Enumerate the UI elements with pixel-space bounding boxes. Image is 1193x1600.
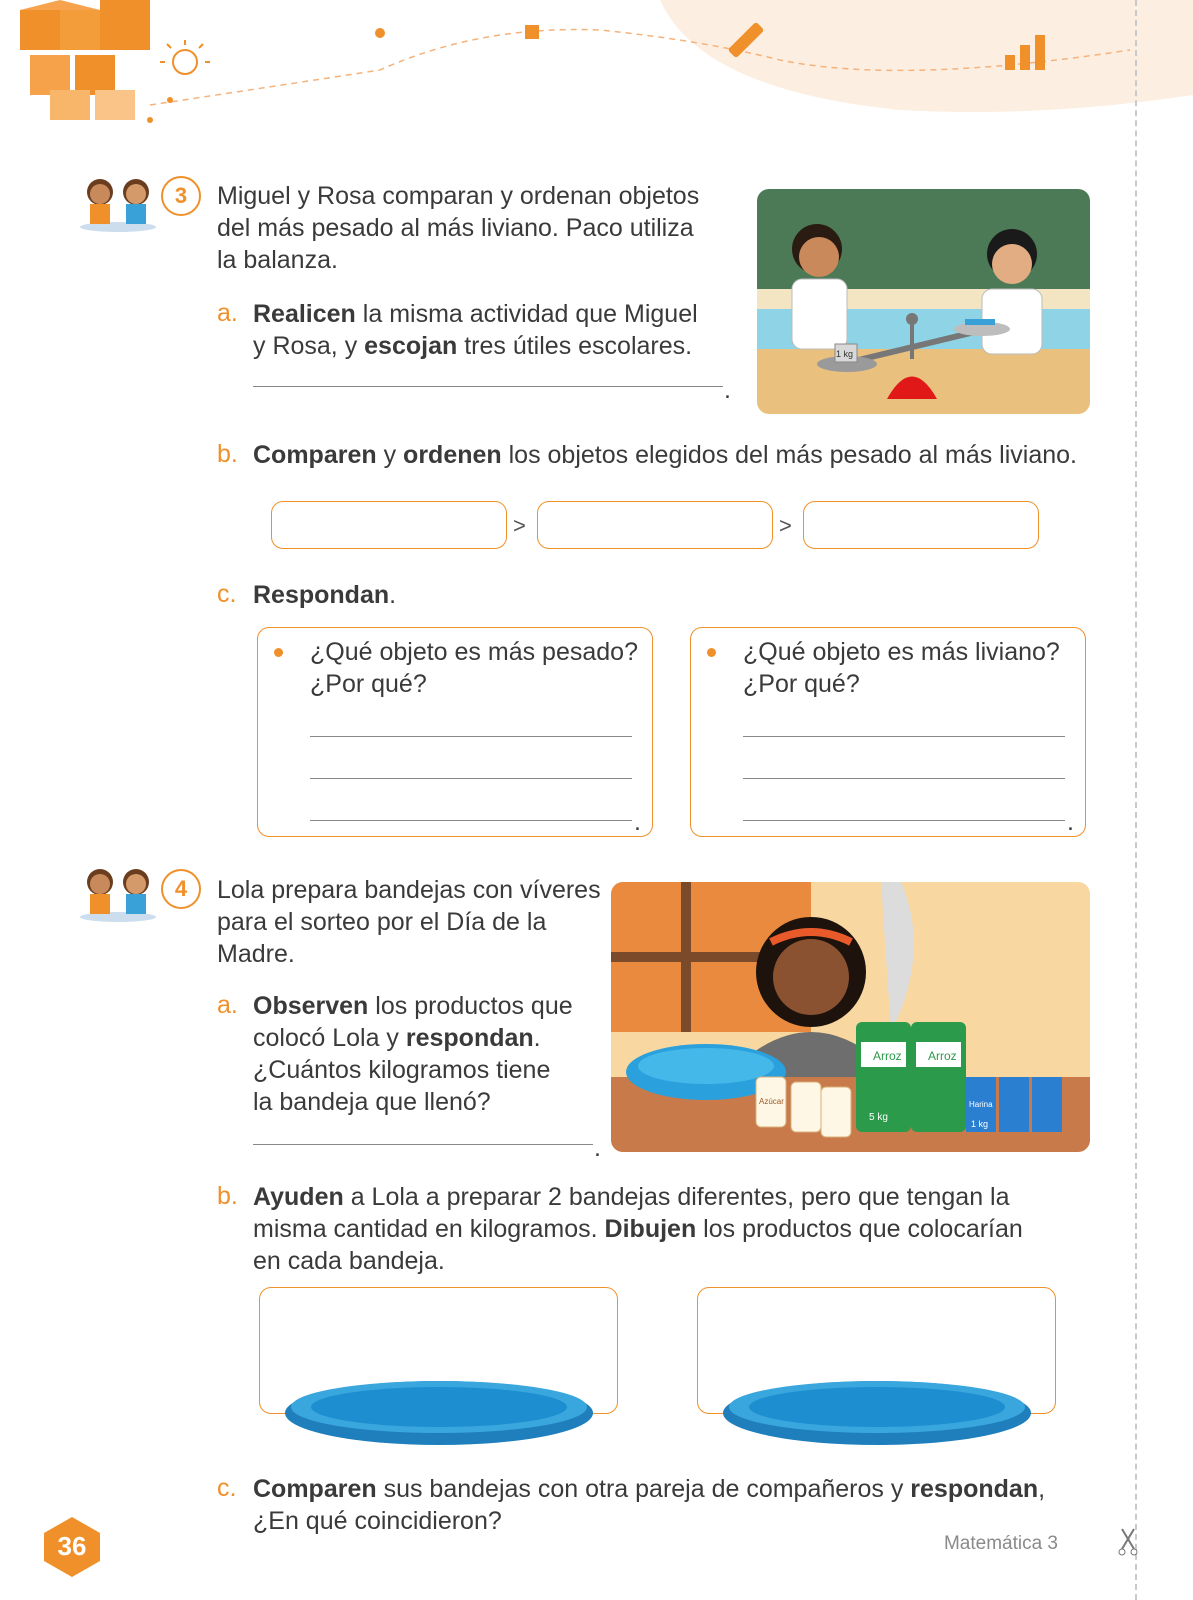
weight-label: 1 kg bbox=[836, 349, 854, 359]
intro-line: para el sorteo por el Día de la bbox=[217, 908, 547, 936]
greater-than: > bbox=[779, 513, 792, 538]
answer-line[interactable] bbox=[310, 778, 632, 779]
answer-line[interactable] bbox=[253, 386, 723, 387]
exercise4-b-text bbox=[253, 1181, 1113, 1277]
pair-icon bbox=[78, 172, 158, 232]
book-title: Matemática 3 bbox=[943, 1533, 1058, 1554]
weight-label: 5 kg bbox=[869, 1112, 888, 1123]
intro-line: Miguel y Rosa comparan y ordenan objetos bbox=[217, 182, 700, 210]
weight-label: 1 kg bbox=[971, 1119, 989, 1129]
text: los productos que colocarían bbox=[696, 1215, 1023, 1243]
item-letter: c. bbox=[217, 580, 237, 608]
item-letter: b. bbox=[217, 440, 238, 468]
keyword: Comparen bbox=[253, 1475, 377, 1503]
keyword: escojan bbox=[364, 332, 458, 360]
text: misma cantidad en kilogramos. bbox=[253, 1215, 605, 1243]
text: ¿Por qué? bbox=[743, 670, 860, 698]
exercise3-c-text bbox=[253, 579, 396, 611]
period: . bbox=[1067, 808, 1074, 836]
page-number: 36 bbox=[57, 1531, 87, 1561]
text: sus bandejas con otra pareja de compañeros y bbox=[376, 1475, 911, 1503]
exercise3-a-text bbox=[253, 298, 733, 362]
tray-1 bbox=[283, 1375, 595, 1447]
exercise-number: 3 bbox=[161, 176, 201, 216]
flour-label: Harina bbox=[969, 1100, 993, 1109]
keyword: respondan bbox=[405, 1024, 534, 1052]
exercise4-a-text bbox=[253, 990, 613, 1118]
pair-icon bbox=[78, 862, 158, 922]
answer-line[interactable] bbox=[743, 778, 1065, 779]
question-box-lighter bbox=[690, 627, 1086, 837]
question-text bbox=[743, 636, 1083, 700]
period: . bbox=[594, 1134, 601, 1162]
keyword: Observen bbox=[253, 992, 369, 1020]
exercise4-intro bbox=[217, 874, 607, 970]
text: ¿Qué objeto es más pesado? bbox=[310, 638, 638, 666]
keyword: Realicen bbox=[253, 300, 356, 328]
text: ¿Cuántos kilogramos tiene bbox=[253, 1056, 551, 1084]
text: tres útiles escolares. bbox=[457, 332, 693, 360]
keyword: Dibujen bbox=[604, 1215, 697, 1243]
period: . bbox=[634, 808, 641, 836]
exercise3-b-text bbox=[253, 439, 1113, 471]
lightbulb-icon bbox=[160, 40, 210, 74]
question-text bbox=[310, 636, 650, 700]
intro-line: Lola prepara bandejas con víveres bbox=[217, 876, 601, 904]
text: . bbox=[389, 581, 397, 609]
text: a Lola a preparar 2 bandejas diferentes, pero que tengan la bbox=[343, 1183, 1010, 1211]
exercise4-c-text bbox=[253, 1473, 1113, 1537]
header-graphics bbox=[0, 0, 1193, 150]
boy-figure bbox=[792, 224, 847, 349]
text: ¿Por qué? bbox=[310, 670, 427, 698]
exercise-number: 4 bbox=[161, 869, 201, 909]
intro-line: Madre. bbox=[217, 940, 295, 968]
intro-line: la balanza. bbox=[217, 246, 338, 274]
answer-line[interactable] bbox=[253, 1144, 593, 1145]
intro-line: del más pesado al más liviano. Paco utiliza bbox=[217, 214, 694, 242]
greater-than: > bbox=[513, 513, 526, 538]
scale-illustration bbox=[757, 189, 1090, 414]
header-decoration bbox=[0, 0, 1193, 150]
rice-label: Arroz bbox=[928, 1049, 957, 1063]
tray-2 bbox=[721, 1375, 1033, 1447]
cubes-icon bbox=[20, 0, 150, 120]
text: , bbox=[1038, 1475, 1046, 1503]
text: la misma actividad que Miguel bbox=[355, 300, 698, 328]
keyword: ordenen bbox=[403, 441, 502, 469]
exercise3-intro bbox=[217, 180, 727, 276]
order-box-3[interactable] bbox=[803, 501, 1039, 549]
page-number-badge bbox=[40, 1515, 104, 1579]
period: . bbox=[724, 376, 731, 404]
order-box-2[interactable] bbox=[537, 501, 773, 549]
lola-illustration bbox=[611, 882, 1090, 1152]
text: en cada bandeja. bbox=[253, 1247, 445, 1275]
answer-line[interactable] bbox=[743, 820, 1065, 821]
rice-label: Arroz bbox=[873, 1049, 902, 1063]
text: ¿En qué coincidieron? bbox=[253, 1507, 502, 1535]
text: y Rosa, y bbox=[253, 332, 365, 360]
text: los objetos elegidos del más pesado al más liviano. bbox=[501, 441, 1078, 469]
answer-line[interactable] bbox=[310, 820, 632, 821]
order-box-1[interactable] bbox=[271, 501, 507, 549]
text: ¿Qué objeto es más liviano? bbox=[743, 638, 1060, 666]
item-letter: a. bbox=[217, 299, 238, 327]
scissors-icon bbox=[1117, 1527, 1139, 1557]
keyword: Ayuden bbox=[253, 1183, 344, 1211]
item-letter: b. bbox=[217, 1182, 238, 1210]
keyword: Respondan bbox=[253, 581, 390, 609]
bullet bbox=[274, 648, 283, 657]
keyword: respondan bbox=[910, 1475, 1039, 1503]
text: colocó Lola y bbox=[253, 1024, 406, 1052]
text: y bbox=[376, 441, 404, 469]
text: los productos que bbox=[368, 992, 573, 1020]
answer-line[interactable] bbox=[743, 736, 1065, 737]
keyword: Comparen bbox=[253, 441, 377, 469]
text: . bbox=[533, 1024, 541, 1052]
question-box-heavier bbox=[257, 627, 653, 837]
answer-line[interactable] bbox=[310, 736, 632, 737]
item-letter: a. bbox=[217, 991, 238, 1019]
item-letter: c. bbox=[217, 1474, 237, 1502]
text: la bandeja que llenó? bbox=[253, 1088, 491, 1116]
bullet bbox=[707, 648, 716, 657]
cut-line bbox=[1135, 0, 1137, 1600]
sugar-label: Azúcar bbox=[759, 1097, 784, 1106]
